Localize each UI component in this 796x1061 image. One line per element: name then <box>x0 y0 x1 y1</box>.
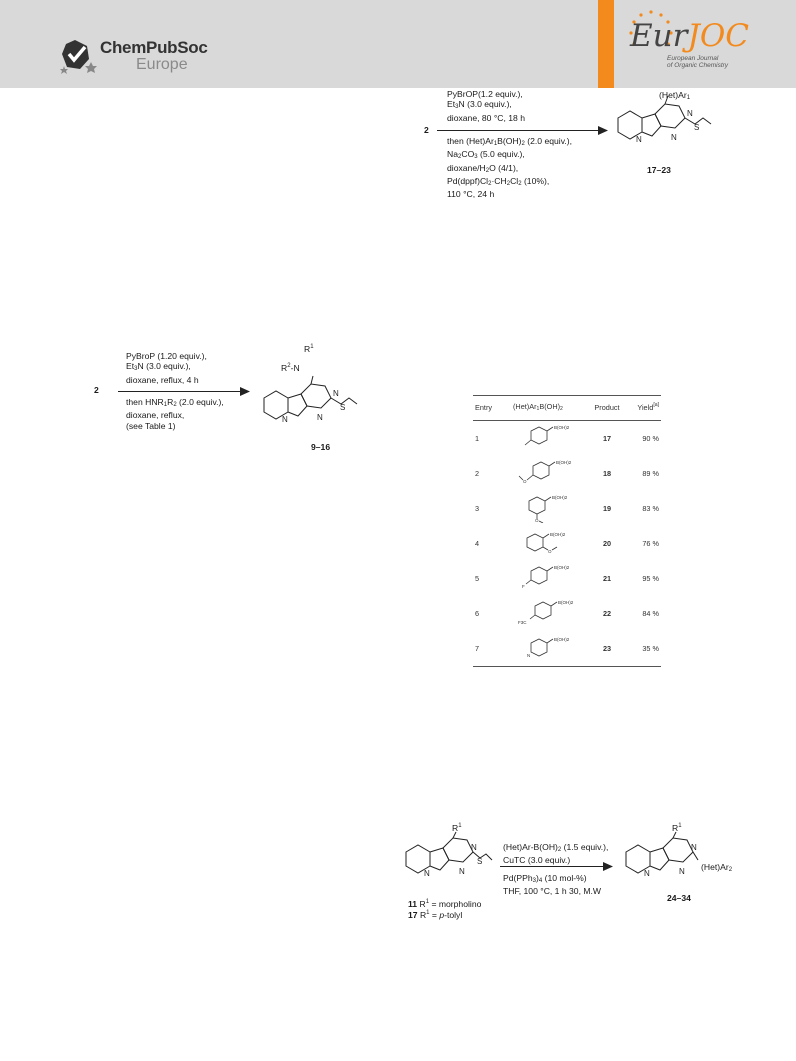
cond2a: Et <box>447 99 456 110</box>
scheme-top-conditions-b <box>447 136 572 199</box>
c5e: (5.0 equiv.), <box>477 149 525 160</box>
p-fluoroboronic-structure <box>513 563 573 593</box>
mid-r1b: 1 <box>310 344 314 350</box>
journal-logo <box>598 0 796 88</box>
b1b: 2 <box>557 847 562 853</box>
journal-accent-bar <box>598 0 614 88</box>
c4b: 1 <box>493 141 498 147</box>
c7g: (10%), <box>521 175 550 186</box>
entry-cell: 2 <box>475 469 480 478</box>
product-cell: 18 <box>602 469 612 478</box>
mid-c3: dioxane, reflux, 4 h <box>126 374 199 385</box>
product-cell: 19 <box>602 504 612 513</box>
m4c: R <box>167 397 174 407</box>
entry-cell: 3 <box>475 504 480 513</box>
structure-cell <box>511 421 583 457</box>
p-tolylboronic-structure <box>513 423 573 453</box>
leg2-num: 17 <box>408 910 418 920</box>
c7d: 2 <box>506 180 511 187</box>
scheme-top-cond8: 110 °C, 24 h <box>447 189 495 200</box>
boh-5: B(OH)2 <box>554 564 570 570</box>
bot-c2: CuTC (3.0 equiv.) <box>503 855 571 866</box>
boh-1: B(OH)2 <box>554 424 570 430</box>
scheme-mid-arrowhead-icon <box>240 387 250 396</box>
b3b: 3 <box>532 878 536 884</box>
b1a: (Het)Ar-B(OH) <box>503 842 558 852</box>
yield-cell: 83 % <box>642 504 659 513</box>
th-b1: (Het)Ar <box>513 402 537 411</box>
m4a: then HNR <box>126 397 164 407</box>
table-row <box>473 421 661 457</box>
th-y2: [a] <box>653 402 659 408</box>
p-cf3boronic-structure <box>513 598 573 628</box>
leg1-c: = morpholino <box>429 899 482 909</box>
structure-cell <box>511 526 583 561</box>
leg1-b: 1 <box>425 899 430 905</box>
scheme-bottom-arrow <box>500 866 606 867</box>
scheme-top-cond7 <box>447 176 572 189</box>
mid-n3: N <box>282 415 288 424</box>
scheme-mid-r2 <box>281 361 300 373</box>
bot-r-n3: N <box>424 869 430 878</box>
th-b4: 2 <box>560 406 563 412</box>
th-boronic <box>511 396 583 421</box>
entry-cell: 5 <box>475 574 480 583</box>
yield-table <box>473 395 661 667</box>
c7f: 2 <box>518 180 522 187</box>
mid-s: S <box>340 403 346 412</box>
top-n3: N <box>636 135 642 144</box>
bot-c1 <box>503 842 608 855</box>
th-entry: Entry <box>473 396 511 421</box>
bot-sub-b: 2 <box>728 867 733 873</box>
c6a: dioxane/H <box>447 162 486 173</box>
th-y1: Yield <box>637 403 654 412</box>
scheme-mid-arrow <box>118 391 243 392</box>
scheme-top-cond5 <box>447 149 572 162</box>
structure-cell <box>511 631 583 667</box>
m2c: N (3.0 equiv.), <box>137 361 191 372</box>
scheme-mid-reactant: 2 <box>94 385 99 395</box>
boh-7: B(OH)2 <box>554 636 570 642</box>
scheme-top-arrowhead-icon <box>598 126 608 135</box>
pyridylboronic-structure <box>513 633 573 663</box>
bot-r-s: S <box>477 857 483 866</box>
structure-cell <box>511 456 583 491</box>
bot-pr1b: 1 <box>678 823 682 829</box>
chempubsoc-logo-icon <box>60 38 98 74</box>
yield-cell: 90 % <box>642 434 659 443</box>
scheme-mid-product-label: 9–16 <box>311 442 331 452</box>
journal-title-eur: Eur <box>630 18 688 54</box>
journal-subtitle-2: of Organic Chemistry <box>667 62 729 69</box>
publisher-name: ChemPubSoc <box>100 38 208 57</box>
scheme-bottom-reactant-r1 <box>452 821 462 833</box>
leg1-a: R <box>419 899 426 909</box>
yield-cell: 35 % <box>631 631 661 667</box>
scheme-mid-product-structure <box>258 365 388 440</box>
mid-c1: PyBroP (1.20 equiv.), <box>126 351 207 361</box>
mid-r2a: R <box>281 363 288 373</box>
scheme-top-substituent <box>659 90 690 103</box>
yield-cell: 84 % <box>642 609 659 618</box>
th-b3: B(OH) <box>539 402 561 411</box>
b3c: ) <box>535 873 539 883</box>
top-sub-b: 1 <box>686 95 691 101</box>
m4d: 2 <box>173 402 177 408</box>
leg2-a: R <box>419 910 427 920</box>
structure-cell <box>511 491 583 526</box>
product-cell: 21 <box>602 574 612 583</box>
c7a: Pd(dppf)Cl <box>447 175 489 186</box>
entry-cell: 6 <box>475 609 480 618</box>
table-header-row <box>473 396 661 421</box>
c7c: ·CH <box>491 175 507 186</box>
scheme-top-reactant: 2 <box>424 125 429 135</box>
pyr-n: N <box>527 652 531 658</box>
leg2-b: 1 <box>426 910 430 916</box>
scheme-mid-conditions-b <box>126 397 224 431</box>
scheme-bottom-conditions-a <box>503 842 608 866</box>
boh-3: B(OH)2 <box>552 494 568 500</box>
scheme-bottom-product-structure <box>620 830 715 892</box>
structure-cell <box>511 596 583 631</box>
yield-cell: 76 % <box>642 539 659 548</box>
scheme-bottom-arrowhead-icon <box>603 862 613 871</box>
scheme-mid-conditions-a <box>126 351 207 385</box>
scheme-top-product-label: 17–23 <box>647 165 671 175</box>
mid-c2 <box>126 361 207 374</box>
m2b: 3 <box>134 366 138 373</box>
top-sub-a: (Het)Ar <box>659 90 687 100</box>
ome-o: O <box>523 478 527 484</box>
bot-r1b: 1 <box>458 823 462 829</box>
product-cell: 20 <box>602 539 612 548</box>
mid-c4 <box>126 397 224 410</box>
table-row <box>473 631 661 667</box>
table-row <box>473 596 661 631</box>
scheme-top-cond3: dioxane, 80 °C, 18 h <box>447 112 525 123</box>
b3a: Pd(PPh <box>503 873 533 883</box>
subst-f: F <box>522 583 525 589</box>
mid-c6: (see Table 1) <box>126 420 176 431</box>
c5b: 2 <box>458 154 462 161</box>
journal-subtitle-1: European Journal <box>667 55 719 62</box>
bot-r-n2: N <box>471 843 477 852</box>
m4e: (2.0 equiv.), <box>176 397 224 407</box>
th-yield <box>631 396 661 421</box>
mid-r2b: 2 <box>287 363 291 369</box>
bot-p-n3: N <box>644 869 650 878</box>
yield-cell: 95 % <box>642 574 659 583</box>
bot-c3 <box>503 873 601 886</box>
b1c: (1.5 equiv.), <box>561 842 609 852</box>
bot-r1a: R <box>452 823 459 833</box>
boh-4: B(OH)2 <box>550 531 566 537</box>
table-row <box>473 561 661 596</box>
m2a: Et <box>126 361 135 372</box>
scheme-top-conditions-a <box>447 89 525 123</box>
c4e: (2.0 equiv.), <box>524 136 573 146</box>
cond2c: N (3.0 equiv.), <box>458 99 512 110</box>
scheme-top-arrow <box>437 130 603 131</box>
leg2-d: p <box>439 910 445 920</box>
c5d: 3 <box>474 154 478 161</box>
entry-cell: 7 <box>473 631 511 667</box>
scheme-top-cond4 <box>447 136 572 149</box>
leg2-e: -tolyl <box>444 910 463 920</box>
table-row <box>473 456 661 491</box>
journal-title-joc: JOC <box>687 18 749 54</box>
m4b: 1 <box>163 402 168 408</box>
mid-n1: N <box>317 413 323 422</box>
c4d: 2 <box>521 141 525 147</box>
c7b: 2 <box>488 180 492 187</box>
product-cell: 17 <box>602 434 612 443</box>
c7e: Cl <box>510 175 519 186</box>
mid-n2: N <box>333 389 339 398</box>
leg1-num: 11 <box>408 899 418 909</box>
publisher-region: Europe <box>136 56 188 73</box>
bot-sub-a: (Het)Ar <box>701 862 729 872</box>
journal-title <box>630 18 749 54</box>
bot-r-n1: N <box>459 867 465 876</box>
ome-o-4: O <box>548 548 552 554</box>
scheme-bottom-conditions-b <box>503 873 601 897</box>
cond2b: 3 <box>455 104 459 111</box>
structure-cell <box>511 561 583 596</box>
c6b: 2 <box>485 167 490 174</box>
top-n2: N <box>687 109 693 118</box>
top-n1: N <box>671 133 677 142</box>
bot-p-n1: N <box>679 867 685 876</box>
entry-cell: 4 <box>475 539 480 548</box>
top-s: S <box>694 123 700 132</box>
c5c: CO <box>461 149 475 160</box>
m-methoxyboronic-structure <box>513 493 573 523</box>
entry-cell: 1 <box>475 434 480 443</box>
yield-cell: 89 % <box>642 469 659 478</box>
boh-2: B(OH)2 <box>556 459 572 465</box>
b3e: (10 mol-%) <box>542 873 587 883</box>
scheme-mid-r1 <box>304 342 314 354</box>
product-cell: 23 <box>583 631 631 667</box>
scheme-bottom-product-label: 24–34 <box>667 893 691 903</box>
product-cell: 22 <box>602 609 612 618</box>
leg2-c: = <box>429 910 440 920</box>
scheme-top-cond1: PyBrOP(1.2 equiv.), <box>447 89 523 99</box>
c4c: B(OH) <box>497 136 522 146</box>
mid-r2c: -N <box>290 363 300 373</box>
mid-c5: dioxane, reflux, <box>126 410 185 421</box>
scheme-bottom-product-r1 <box>672 821 682 833</box>
scheme-bottom-legend-2 <box>408 908 462 920</box>
bot-c4: THF, 100 °C, 1 h 30, M.W <box>503 886 601 897</box>
c6c: O (4/1), <box>489 162 519 173</box>
bot-p-n2: N <box>691 843 697 852</box>
o-methoxyboronic-structure <box>513 528 573 558</box>
th-b2: 1 <box>536 406 540 412</box>
scheme-bottom-reactant-structure <box>400 830 495 892</box>
th-product: Product <box>583 396 631 421</box>
p-methoxyboronic-structure <box>513 458 573 488</box>
bot-pr1a: R <box>672 823 679 833</box>
c5a: Na <box>447 149 458 160</box>
table-row <box>473 526 661 561</box>
c4a: then (Het)Ar <box>447 136 494 146</box>
scheme-top-cond6 <box>447 163 572 176</box>
scheme-top-cond2 <box>447 99 525 112</box>
subst-cf3: F3C <box>518 619 527 625</box>
ome-o-3: O <box>535 517 539 523</box>
boh-6: B(OH)2 <box>558 599 573 605</box>
mid-r1a: R <box>304 344 311 354</box>
table-row <box>473 491 661 526</box>
b3d: 4 <box>538 878 543 884</box>
scheme-bottom-product-substituent <box>701 862 732 875</box>
